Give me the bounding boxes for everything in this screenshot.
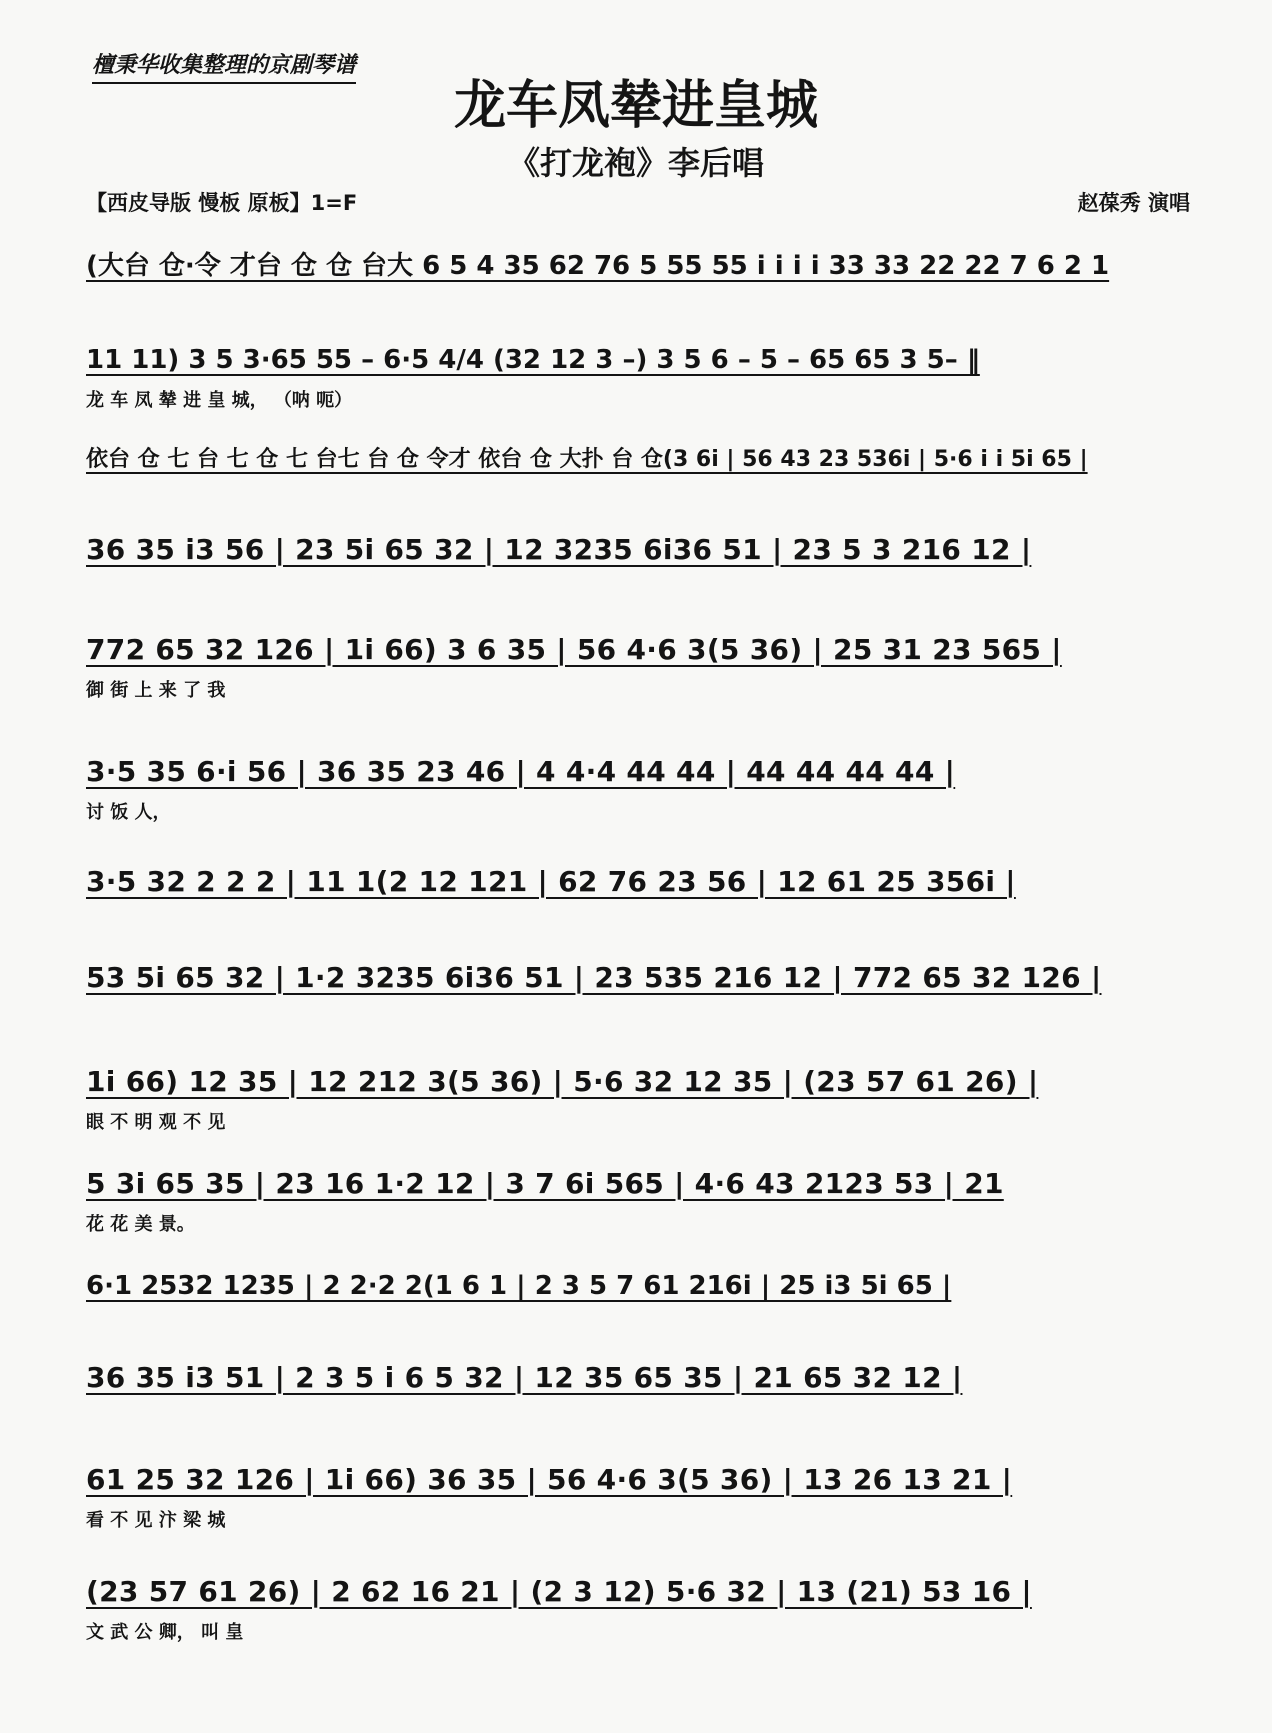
score-row (86, 1572, 1196, 1652)
score-row (86, 1164, 1196, 1244)
notation-line: 1i 66) 12 35 | 12 212 3(5 36) | 5·6 32 12 35 | (23 57 61 26) | (86, 1065, 1039, 1098)
notation-line: 61 25 32 126 | 1i 66) 36 35 | 56 4·6 3(5 36) | 13 26 13 21 | (86, 1463, 1013, 1496)
lyrics-line (86, 294, 1196, 320)
notation-line: 36 35 i3 56 | 23 5i 65 32 | 12 3235 6i36 51 | 23 5 3 216 12 | (86, 533, 1032, 566)
notation-line: 11 11) 3 5 3·65 55 – 6·5 4/4 (32 12 3 –) 3 5 6 – 5 – 65 65 3 5– ‖ (86, 345, 980, 375)
notation-line: (大台 仓·令 才台 仓 仓 台大 6 5 4 35 62 76 5 55 55 i i i i 33 33 22 22 7 6 2 1 (86, 251, 1110, 281)
score-row (86, 862, 1196, 942)
score-row (86, 1266, 1196, 1346)
lyrics-line (86, 488, 1196, 514)
notation-line: 772 65 32 126 | 1i 66) 3 6 35 | 56 4·6 3(5 36) | 25 31 23 565 | (86, 633, 1062, 666)
score-row (86, 1062, 1196, 1142)
score-row (86, 530, 1196, 610)
lyrics-line: 花 花 美 景。 (86, 1214, 195, 1235)
score-row (86, 958, 1196, 1038)
score-row (86, 1460, 1196, 1540)
notation-line: 3·5 35 6·i 56 | 36 35 23 46 | 4 4·4 44 44 | 44 44 44 44 | (86, 755, 956, 788)
song-title: 龙车凤辇进皇城 (453, 76, 818, 136)
tempo-key-label: 【西皮导版 慢板 原板】1=F (86, 191, 358, 215)
lyrics-line (86, 1406, 1196, 1432)
lyrics-line: 龙 车 凤 辇 进 皇 城， （呐 呃） (86, 390, 353, 411)
score-row (86, 1358, 1196, 1438)
lyrics-line (86, 1006, 1196, 1032)
notation-line: 5 3i 65 35 | 23 16 1·2 12 | 3 7 6i 565 | 4·6 43 2123 53 | 21 (86, 1167, 1004, 1200)
score-row (86, 440, 1196, 520)
singer-credit: 赵葆秀 演唱 (1077, 191, 1190, 215)
lyrics-line: 御 街 上 来 了 我 (86, 680, 226, 701)
notation-line: 依台 仓 七 台 七 仓 七 台七 台 仓 令才 依台 仓 大扑 台 仓(3 6i | 56 43 23 536i | 5·6 i i 5i 65 | (86, 447, 1088, 472)
song-subtitle: 《打龙袍》李后唱 (507, 144, 764, 182)
lyrics-line: 文 武 公 卿， 叫 皇 (86, 1622, 244, 1643)
score-row (86, 630, 1196, 710)
score-row (86, 752, 1196, 832)
lyrics-line: 眼 不 明 观 不 见 (86, 1112, 226, 1133)
score-row (86, 246, 1196, 326)
notation-line: 3·5 32 2 2 2 | 11 1(2 12 121 | 62 76 23 56 | 12 61 25 356i | (86, 865, 1016, 898)
lyrics-line (86, 910, 1196, 936)
notation-line: 53 5i 65 32 | 1·2 3235 6i36 51 | 23 535 216 12 | 772 65 32 126 | (86, 961, 1102, 994)
notation-line: 36 35 i3 51 | 2 3 5 i 6 5 32 | 12 35 65 35 | 21 65 32 12 | (86, 1361, 963, 1394)
lyrics-line: 讨 饭 人， (86, 802, 171, 823)
lyrics-line (86, 1314, 1196, 1340)
notation-line: (23 57 61 26) | 2 62 16 21 | (2 3 12) 5·6 32 | 13 (21) 53 16 | (86, 1575, 1032, 1608)
collector-caption: 檀秉华收集整理的京剧琴谱 (92, 52, 356, 84)
lyrics-line (86, 578, 1196, 604)
score-row (86, 340, 1196, 420)
notation-line: 6·1 2532 1235 | 2 2·2 2(1 6 1 | 2 3 5 7 61 216i | 25 i3 5i 65 | (86, 1271, 952, 1301)
lyrics-line: 看 不 见 汴 梁 城 (86, 1510, 226, 1531)
score-meta (86, 190, 1190, 216)
